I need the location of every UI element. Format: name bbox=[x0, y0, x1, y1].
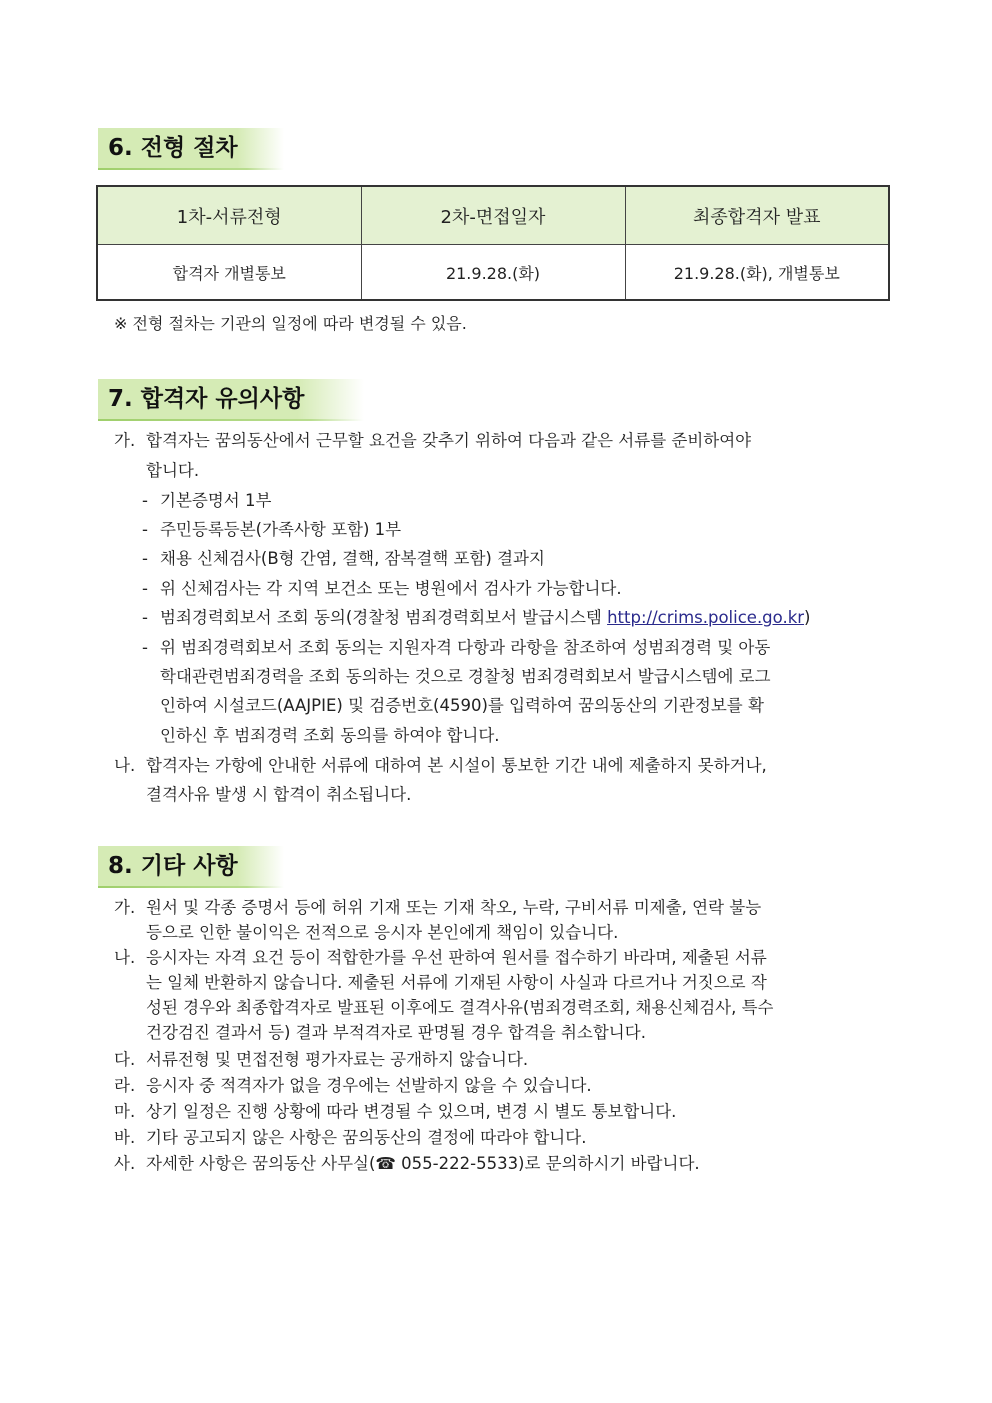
s8-item-ga-cont: 등으로 인한 불이익은 전적으로 응시자 본인에게 책임이 있습니다. bbox=[146, 923, 619, 942]
item-marker: 사. bbox=[114, 1154, 136, 1173]
header-document-screening: 1차-서류전형 bbox=[97, 186, 361, 245]
header-final-announcement: 최종합격자 발표 bbox=[625, 186, 889, 245]
item-text: 범죄경력회보서 조회 동의(경찰청 범죄경력회보서 발급시스템 bbox=[160, 608, 608, 627]
s8-item-na-cont-1: 는 일체 반환하지 않습니다. 제출된 서류에 기재된 사항이 사실과 다르거나 거짓으로 작 bbox=[146, 973, 767, 992]
s7-doc-2: - 주민등록등본(가족사항 포함) 1부 bbox=[142, 520, 402, 539]
header-interview-date: 2차-면접일자 bbox=[361, 186, 625, 245]
s8-item-na-cont-2: 성된 경우와 최종합격자로 발표된 이후에도 결격사유(범죄경력조회, 채용신체검사, 특수 bbox=[146, 998, 774, 1017]
s8-item-ga bbox=[114, 896, 761, 920]
s7-item-na bbox=[114, 754, 767, 778]
cell-final-announcement: 21.9.28.(화), 개별통보 bbox=[625, 245, 889, 301]
item-text: 상기 일정은 진행 상황에 따라 변경될 수 있으며, 변경 시 별도 통보합니다. bbox=[146, 1102, 677, 1121]
s8-item-na bbox=[114, 946, 767, 970]
table-header-row bbox=[97, 186, 889, 245]
item-marker: 다. bbox=[114, 1050, 136, 1069]
s8-item-sa bbox=[114, 1152, 700, 1176]
item-text: 기본증명서 1부 bbox=[160, 491, 272, 510]
s7-doc-6-cont-3: 인하신 후 범죄경력 조회 동의를 하여야 합니다. bbox=[160, 726, 500, 745]
item-marker: 가. bbox=[114, 898, 136, 917]
item-marker: 마. bbox=[114, 1102, 136, 1121]
s7-doc-6-cont-1: 학대관련범죄경력을 조회 동의하는 것으로 경찰청 범죄경력회보서 발급시스템에 로그 bbox=[160, 667, 771, 686]
item-text: 채용 신체검사(B형 간염, 결핵, 잠복결핵 포함) 결과지 bbox=[160, 549, 545, 568]
s8-item-ra bbox=[114, 1074, 592, 1098]
s7-doc-5: - 범죄경력회보서 조회 동의(경찰청 범죄경력회보서 발급시스템 http://crims.police.go.kr) bbox=[142, 608, 811, 627]
item-marker: 가. bbox=[114, 431, 136, 450]
selection-schedule-table bbox=[96, 185, 890, 301]
s8-item-na-cont-3: 건강검진 결과서 등) 결과 부적격자로 판명될 경우 합격을 취소합니다. bbox=[146, 1023, 646, 1042]
s8-item-ma bbox=[114, 1100, 676, 1124]
cell-document-screening: 합격자 개별통보 bbox=[97, 245, 361, 301]
item-marker: 나. bbox=[114, 756, 136, 775]
item-text: 기타 공고되지 않은 사항은 꿈의동산의 결정에 따라야 합니다. bbox=[146, 1128, 587, 1147]
item-text-end: ) bbox=[804, 608, 811, 627]
s7-doc-3: - 채용 신체검사(B형 간염, 결핵, 잠복결핵 포함) 결과지 bbox=[142, 549, 545, 568]
item-text: 응시자 중 적격자가 없을 경우에는 선발하지 않을 수 있습니다. bbox=[146, 1076, 592, 1095]
s7-item-na-cont: 결격사유 발생 시 합격이 취소됩니다. bbox=[146, 785, 412, 804]
item-marker: 라. bbox=[114, 1076, 136, 1095]
item-text: 주민등록등본(가족사항 포함) 1부 bbox=[160, 520, 402, 539]
s7-doc-1: - 기본증명서 1부 bbox=[142, 491, 272, 510]
item-text: 자세한 사항은 꿈의동산 사무실(☎ 055-222-5533)로 문의하시기 바랍니다. bbox=[146, 1154, 700, 1173]
s7-doc-4: - 위 신체검사는 각 지역 보건소 또는 병원에서 검사가 가능합니다. bbox=[142, 579, 622, 598]
item-text: 합격자는 가항에 안내한 서류에 대하여 본 시설이 통보한 기간 내에 제출하지 못하거나, bbox=[146, 756, 767, 775]
crims-link[interactable]: http://crims.police.go.kr bbox=[607, 608, 805, 627]
s7-doc-6: - 위 범죄경력회보서 조회 동의는 지원자격 다항과 라항을 참조하여 성범죄경력 및 아동 bbox=[142, 638, 771, 657]
item-text: 합격자는 꿈의동산에서 근무할 요건을 갖추기 위하여 다음과 같은 서류를 준비하여야 bbox=[146, 431, 752, 450]
s7-item-ga bbox=[114, 429, 751, 453]
cell-interview-date: 21.9.28.(화) bbox=[361, 245, 625, 301]
item-text: 원서 및 각종 증명서 등에 허위 기재 또는 기재 착오, 누락, 구비서류 미제출, 연락 불능 bbox=[146, 898, 762, 917]
item-marker: 나. bbox=[114, 948, 136, 967]
s8-item-ba bbox=[114, 1126, 586, 1150]
item-text: 위 신체검사는 각 지역 보건소 또는 병원에서 검사가 가능합니다. bbox=[160, 579, 622, 598]
schedule-note: ※ 전형 절차는 기관의 일정에 따라 변경될 수 있음. bbox=[114, 314, 467, 333]
section-8-heading: 8. 기타 사항 bbox=[98, 846, 284, 886]
item-text: 응시자는 자격 요건 등이 적합한가를 우선 판하여 원서를 접수하기 바라며, 제출된 서류 bbox=[146, 948, 767, 967]
item-text: 위 범죄경력회보서 조회 동의는 지원자격 다항과 라항을 참조하여 성범죄경력 및 아동 bbox=[160, 638, 771, 657]
s7-doc-6-cont-2: 인하여 시설코드(AAJPIE) 및 검증번호(4590)를 입력하여 꿈의동산의 기관정보를 확 bbox=[160, 696, 764, 715]
section-6-heading: 6. 전형 절차 bbox=[98, 128, 284, 168]
item-marker: 바. bbox=[114, 1128, 136, 1147]
item-text: 서류전형 및 면접전형 평가자료는 공개하지 않습니다. bbox=[146, 1050, 529, 1069]
s8-item-da bbox=[114, 1048, 528, 1072]
table-row bbox=[97, 245, 889, 301]
s7-item-ga-cont: 합니다. bbox=[146, 461, 200, 480]
section-7-heading: 7. 합격자 유의사항 bbox=[98, 379, 364, 419]
